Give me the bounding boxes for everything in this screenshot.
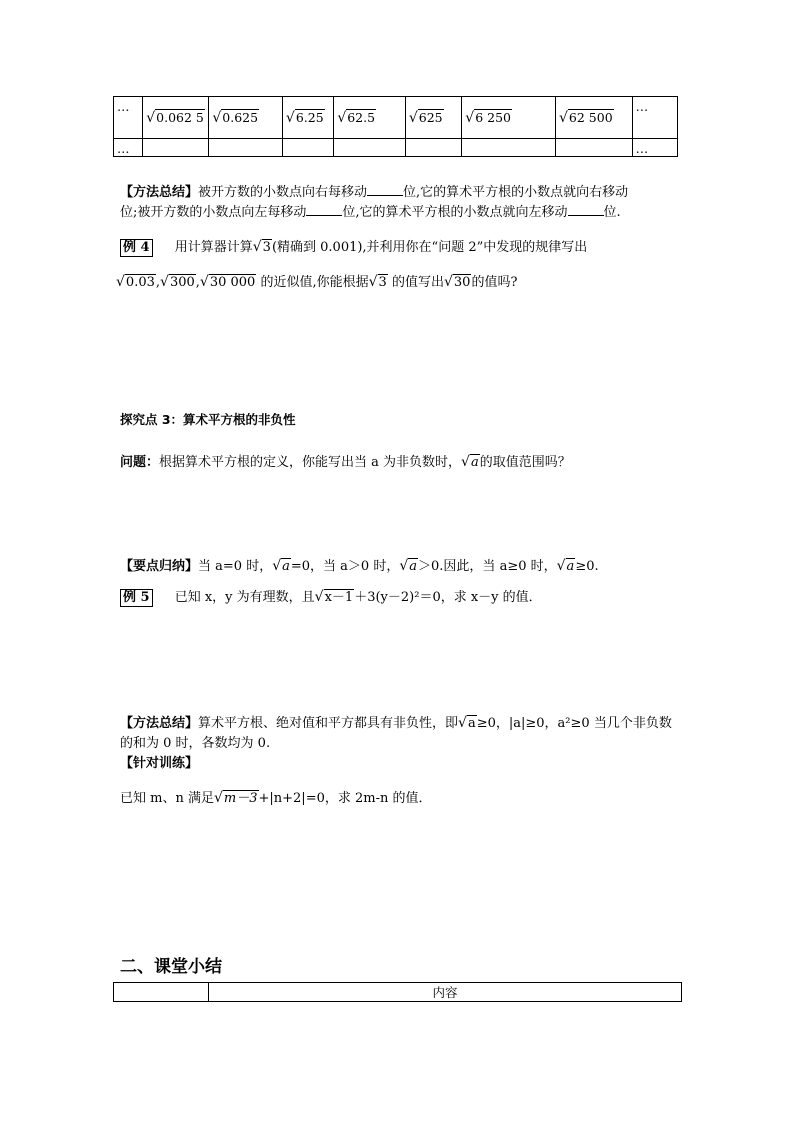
- example-5: 例 5 已知 x，y 为有理数，且√x－1＋3(y－2)²＝0，求 x－y 的值．: [120, 587, 690, 608]
- example-label: 例 5: [120, 589, 153, 607]
- table-cell: √0.062 5: [143, 97, 209, 139]
- table-cell: …: [114, 139, 143, 157]
- table-cell: √6 250: [462, 97, 556, 139]
- training-problem: 已知 m、n 满足√m－3+|n+2|=0，求 2m-n 的值．: [120, 790, 432, 806]
- key-point: 【要点归纳】当 a=0 时，√a=0，当 a＞0 时，√a＞0.因此，当 a≥0 时，√a≥0.: [120, 558, 599, 574]
- table-cell: [143, 139, 209, 157]
- table-cell: [405, 139, 461, 157]
- table-cell: √0.625: [209, 97, 283, 139]
- blank: [568, 203, 604, 216]
- table-cell: √625: [405, 97, 461, 139]
- method-summary-1: 【方法总结】被开方数的小数点向右每移动 位,它的算术平方根的小数点就向右移动 位;被开方数的小数点向左每移动 位,它的算术平方根的小数点就向左移动 位.: [120, 185, 629, 220]
- table-cell: [556, 139, 633, 157]
- blank: [306, 203, 342, 216]
- table-cell: √62 500: [556, 97, 633, 139]
- table-header-content: 内容: [209, 983, 682, 1002]
- sqrt-table: [113, 96, 678, 157]
- table-cell: …: [632, 139, 677, 157]
- table-cell: [282, 139, 333, 157]
- summary-table: [113, 982, 682, 1002]
- table-cell: [462, 139, 556, 157]
- table-cell: [209, 139, 283, 157]
- table-cell: …: [632, 97, 677, 139]
- table-cell: [114, 983, 209, 1002]
- method-summary-2: 【方法总结】算术平方根、绝对值和平方都具有非负性，即√a≥0，|a|≥0，a²≥0 当几个非负数 的和为 0 时，各数均为 0. 【针对训练】: [120, 715, 672, 771]
- table-cell: [334, 139, 406, 157]
- example-4-line2: √0.03,√300,√30 000 的近似值,你能根据√3 的值写出√30的值吗?: [116, 274, 518, 290]
- example-4-line1: 例 4 用计算器计算√3(精确到 0.001),并利用你在“问题 2”中发现的规律写出: [120, 237, 690, 258]
- explore-3-question: 问题：根据算术平方根的定义，你能写出当 a 为非负数时，√a的取值范围吗？: [120, 454, 571, 470]
- table-cell: …: [114, 97, 143, 139]
- blank: [367, 183, 403, 196]
- table-cell: √6.25: [282, 97, 333, 139]
- summary-title: 二、课堂小结: [120, 957, 222, 977]
- explore-3-title: 探究点 3：算术平方根的非负性: [120, 412, 296, 427]
- example-label: 例 4: [120, 239, 153, 257]
- table-cell: √62.5: [334, 97, 406, 139]
